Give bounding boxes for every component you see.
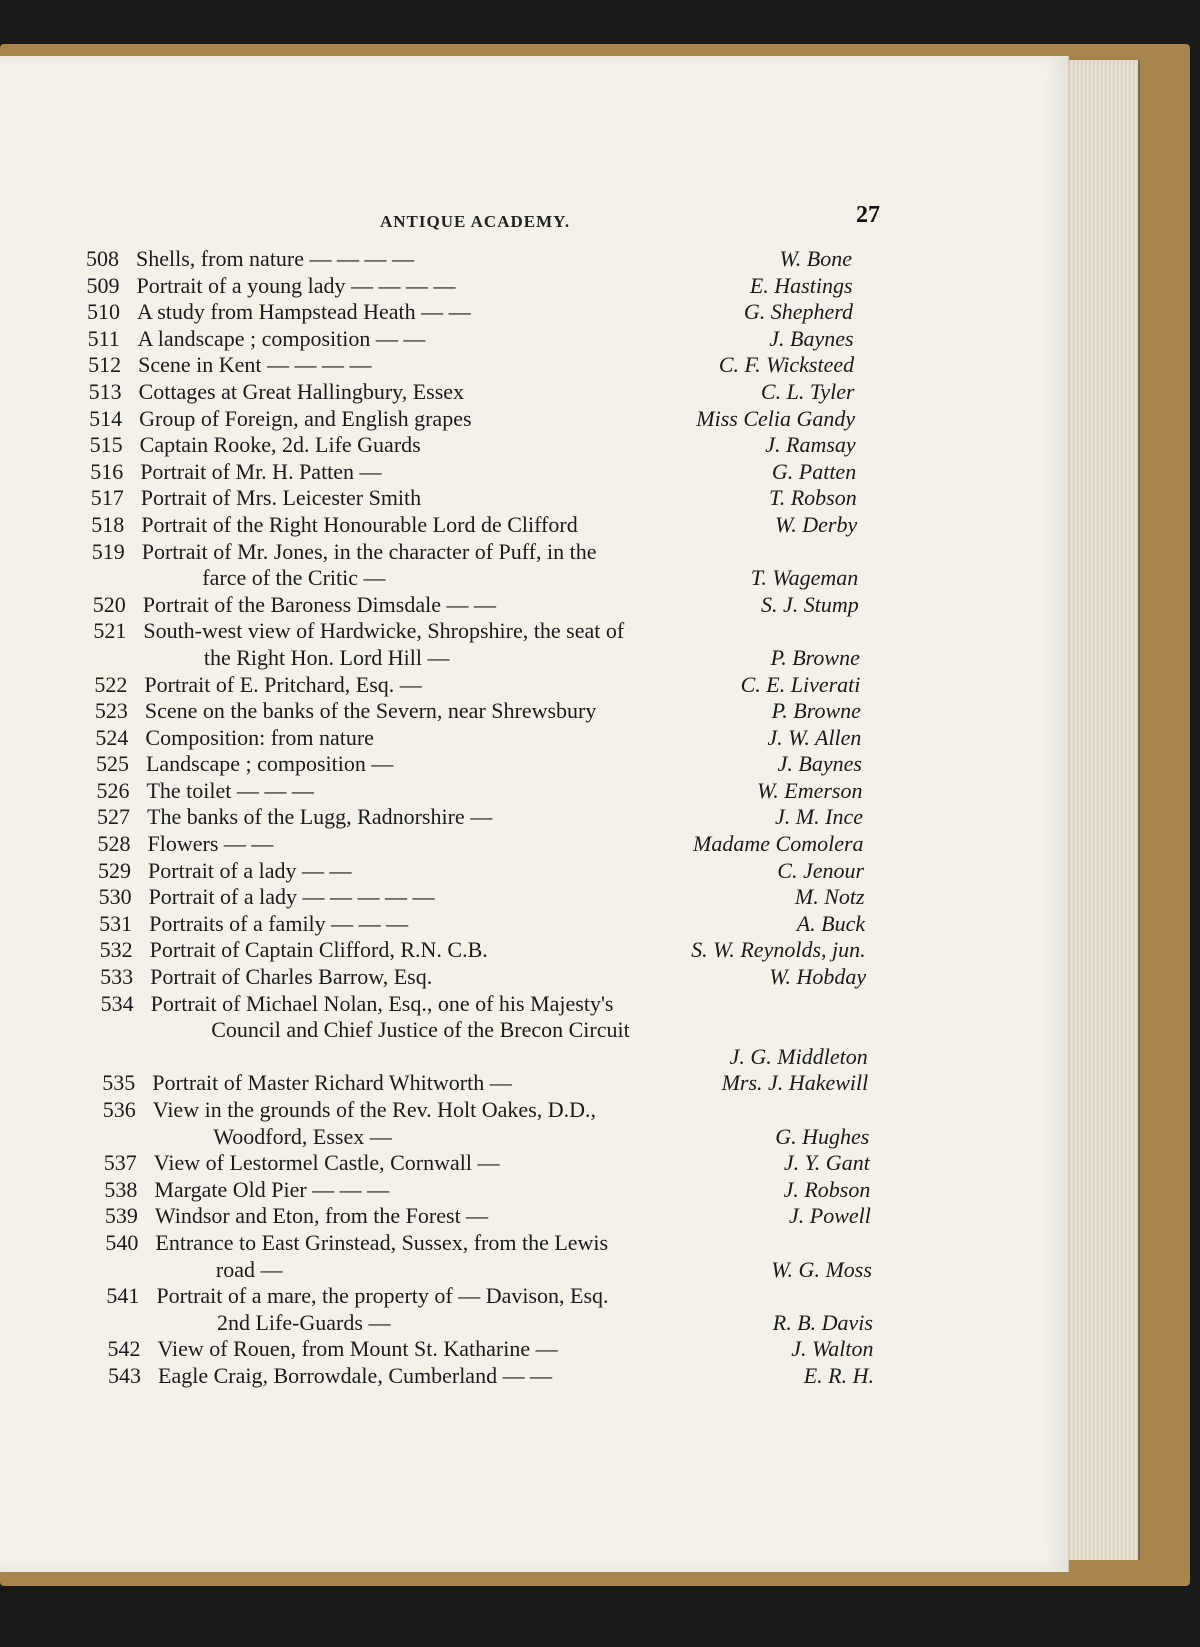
entry-artist: W. Emerson [756,777,863,803]
entry-number: 523 [94,698,128,724]
entry-number: 542 [107,1336,141,1362]
catalogue-entry [0,299,1068,326]
catalogue-entry [0,778,1068,805]
entry-artist: M. Notz [794,884,865,910]
entry-artist: G. Shepherd [743,299,854,325]
entry-number: 524 [95,724,129,750]
catalogue-entry [0,1203,1068,1230]
catalogue-entry [0,565,1068,592]
entry-title: Council and Chief Justice of the Brecon Circuit [211,1017,630,1043]
catalogue-entry [0,751,1068,778]
entry-title: Woodford, Essex — [213,1123,392,1149]
entry-number: 533 [100,964,134,990]
entry-number: 529 [98,857,132,883]
entry-title: Portrait of a lady — — [148,857,352,883]
entry-number: 539 [104,1203,138,1229]
catalogue-entry [0,1177,1068,1204]
entry-title: Windsor and Eton, from the Forest — [154,1203,489,1229]
entry-number: 520 [92,591,126,617]
entry-artist: C. F. Wicksteed [718,352,855,378]
catalogue-entry [0,672,1068,699]
catalogue-entry [0,1336,1068,1363]
page-header [0,202,1068,242]
catalogue-entry [0,884,1068,911]
entry-artist: C. Jenour [777,857,865,883]
catalogue-entry [0,246,1068,273]
entry-artist: G. Patten [771,458,857,484]
entry-number: 512 [88,352,122,378]
catalogue-entry [0,326,1068,353]
catalogue-entry [0,831,1068,858]
catalogue-entries [0,246,1068,1390]
entry-title: Portrait of Mr. H. Patten — [140,458,382,484]
entry-title: Portrait of Michael Nolan, Esq., one of his Majesty's [150,990,614,1016]
catalogue-entry [0,1124,1068,1151]
entry-number: 527 [97,804,130,830]
catalogue-entry [0,273,1068,300]
catalogue-entry [0,858,1068,885]
entry-title: Landscape ; composition — [145,751,394,777]
catalogue-entry [0,618,1068,645]
catalogue-entry [0,1230,1068,1257]
entry-title: Portraits of a family — — — [149,910,409,936]
entry-number: 531 [99,910,133,936]
entry-number: 536 [102,1097,136,1122]
entry-title: Captain Rooke, 2d. Life Guards [139,432,421,458]
entry-title: Cottages at Great Hallingbury, Essex [138,378,465,404]
entry-title: Portrait of the Baroness Dimsdale — — [142,591,496,617]
entry-title: View of Rouen, from Mount St. Katharine — [157,1336,558,1362]
entry-title: the Right Hon. Lord Hill — [203,644,450,670]
entry-artist: Miss Celia Gandy [696,405,856,431]
entry-number: 509 [86,272,120,298]
entry-title: Portrait of Master Richard Whitworth — [152,1070,512,1096]
entry-number: 525 [95,751,129,777]
entry-artist: P. Browne [771,698,861,724]
entry-title: Portrait of a mare, the property of — Davison, Esq. [156,1283,609,1309]
catalogue-entry [0,1150,1068,1177]
catalogue-entry [0,804,1068,831]
catalogue-entry [0,1070,1068,1097]
catalogue-entry [0,1044,1068,1071]
entry-title: Portrait of the Right Honourable Lord de Clifford [141,511,578,537]
entry-artist: S. J. Stump [761,591,859,617]
catalogue-entry [0,512,1068,539]
entry-artist: E. Hastings [749,272,853,298]
entry-artist: C. L. Tyler [760,378,855,404]
entry-number: 515 [89,432,123,458]
entry-title: Flowers — — [147,831,274,857]
entry-title: Portrait of a young lady — — — — [136,272,456,298]
entry-artist: W. G. Moss [771,1256,872,1282]
catalogue-entry [0,937,1068,964]
entry-number: 534 [100,990,134,1016]
catalogue-entry [0,1097,1068,1124]
entry-title: A landscape ; composition — — [137,325,426,351]
entry-artist: J. Y. Gant [783,1150,870,1176]
entry-artist: R. B. Davis [772,1309,873,1335]
entry-artist: J. Baynes [769,325,854,351]
catalogue-entry [0,432,1068,459]
entry-artist: Mrs. J. Hakewill [721,1070,869,1096]
entry-number: 538 [104,1176,138,1202]
entry-title: The banks of the Lugg, Radnorshire — [147,804,493,830]
entry-title: Composition: from nature [145,724,374,750]
catalogue-entry [0,1310,1068,1337]
entry-title: Portrait of Mr. Jones, in the character of Puff, in the [141,538,597,564]
entry-title: 2nd Life-Guards — [216,1309,391,1335]
catalogue-entry [0,1363,1068,1390]
catalogue-entry [0,539,1068,566]
entry-title: farce of the Critic — [202,565,386,591]
entry-artist: J. W. Allen [767,724,862,750]
entry-title: Group of Foreign, and English grapes [139,405,472,431]
entry-number: 514 [89,405,123,431]
entry-number: 526 [96,777,130,803]
entry-number: 518 [91,511,125,537]
entry-title: Margate Old Pier — — — [154,1176,390,1202]
catalogue-entry [0,1283,1068,1310]
entry-artist: A. Buck [796,910,866,936]
catalogue-entry [0,1257,1068,1284]
entry-number: 521 [93,618,127,644]
entry-number: 508 [86,246,119,271]
entry-artist: G. Hughes [775,1123,870,1149]
entry-title: A study from Hampstead Heath — — [137,299,471,325]
entry-artist: W. Bone [779,246,852,271]
entry-number: 517 [90,485,124,511]
entry-number: 543 [108,1362,141,1388]
entry-artist: T. Robson [769,485,857,511]
catalogue-entry [0,911,1068,938]
catalogue-entry [0,406,1068,433]
entry-title: View in the grounds of the Rev. Holt Oakes, D.D., [152,1097,597,1122]
entry-number: 530 [98,884,132,910]
entry-number: 541 [106,1283,140,1309]
entry-number: 528 [97,831,131,857]
catalogue-entry [0,645,1068,672]
running-title: ANTIQUE ACADEMY. [380,212,571,231]
entry-title: Portrait of E. Pritchard, Esq. — [144,671,422,697]
book-page [0,56,1069,1572]
entry-number: 513 [88,378,122,404]
entry-title: View of Lestormel Castle, Cornwall — [153,1150,500,1176]
entry-title: South-west view of Hardwicke, Shropshire, the seat of [143,618,625,644]
catalogue-entry [0,485,1068,512]
entry-artist: J. Powell [788,1203,871,1229]
entry-title: Portrait of Captain Clifford, R.N. C.B. [149,937,488,963]
catalogue-entry [0,991,1068,1018]
entry-artist: E. R. H. [803,1362,874,1388]
catalogue-entry [0,592,1068,619]
entry-number: 510 [87,299,121,325]
entry-title: Entrance to East Grinstead, Sussex, from the Lewis [155,1229,609,1255]
entry-number: 537 [103,1150,137,1176]
entry-title: Scene in Kent — — — — [138,352,372,378]
entry-title: Portrait of a lady — — — — — [148,884,435,910]
catalogue-entry [0,1017,1068,1044]
entry-artist: W. Hobday [769,964,867,990]
catalogue-entry [0,698,1068,725]
page-number: 27 [856,202,880,228]
entry-artist: P. Browne [770,644,860,670]
catalogue-entry [0,379,1068,406]
entry-artist: J. Robson [783,1176,871,1202]
entry-title: Portrait of Charles Barrow, Esq. [150,964,433,990]
entry-artist: J. M. Ince [775,804,863,830]
entry-number: 532 [99,937,133,963]
entry-artist: J. Baynes [777,751,862,777]
entry-title: Scene on the banks of the Severn, near Shrewsbury [144,698,597,724]
entry-artist: W. Derby [774,511,858,537]
entry-artist: Madame Comolera [693,831,864,857]
entry-number: 511 [87,325,120,351]
entry-title: Eagle Craig, Borrowdale, Cumberland — — [158,1362,553,1388]
catalogue-entry [0,725,1068,752]
catalogue-entry [0,964,1068,991]
entry-number: 516 [90,458,124,484]
entry-artist: T. Wageman [750,565,859,591]
catalogue-entry [0,352,1068,379]
entry-number: 522 [94,671,128,697]
entry-title: The toilet — — — [146,777,314,803]
catalogue-entry [0,459,1068,486]
entry-title: road — [215,1256,283,1282]
entry-number: 519 [91,538,125,564]
entry-artist: J. Walton [791,1336,874,1362]
entry-artist: C. E. Liverati [740,671,861,697]
entry-artist: J. Ramsay [765,432,856,458]
entry-artist: J. G. Middleton [729,1043,868,1069]
entry-title: Portrait of Mrs. Leicester Smith [140,485,422,511]
entry-artist: S. W. Reynolds, jun. [691,937,866,963]
entry-number: 535 [102,1070,136,1096]
entry-number: 540 [105,1229,139,1255]
entry-title: Shells, from nature — — — — [136,246,415,271]
